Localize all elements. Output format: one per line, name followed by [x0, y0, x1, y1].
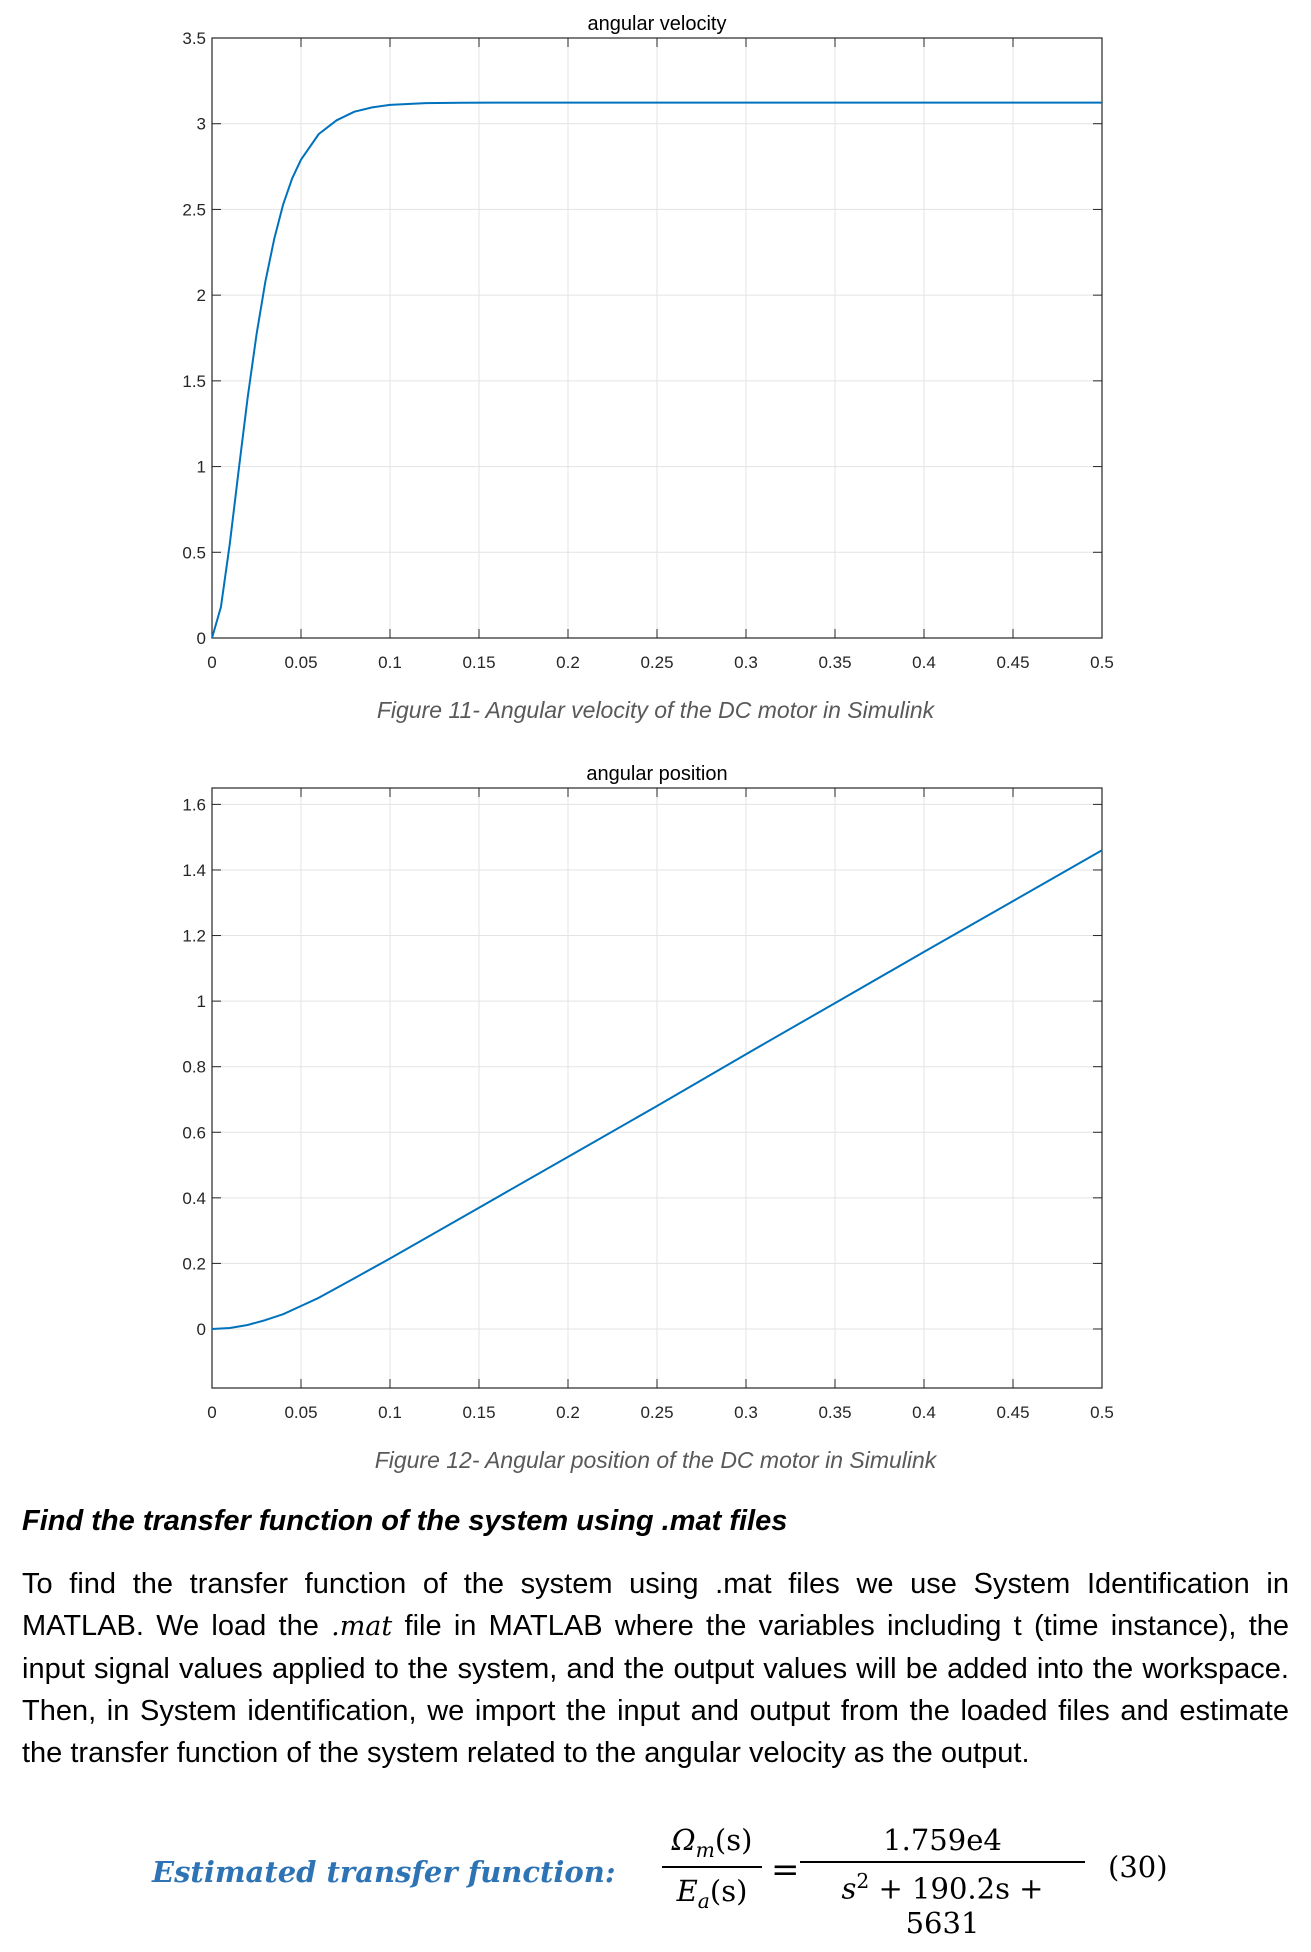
figure-11-caption: Figure 11- Angular velocity of the DC motor in Simulink	[376, 697, 935, 723]
lhs-denominator	[662, 1866, 762, 1913]
e-argument: (s)	[709, 1873, 748, 1908]
y-tick-label: 0.2	[182, 1254, 206, 1274]
body-paragraph	[22, 1563, 1289, 1774]
x-tick-label: 0.3	[734, 1403, 758, 1422]
lhs-fraction	[662, 1823, 762, 1913]
y-tick-label: 0	[196, 1319, 206, 1339]
x-tick-label: 0.2	[556, 653, 580, 672]
paragraph-text-part-2: file in MATLAB where the variables including t (time instance), the input signal values applied to the system, and the output values will be added into the workspace. Then, in System identification, we import the input and output from the loaded files and estimate the transfer function of the system related to the angular velocity as the output.	[22, 1610, 1290, 1769]
y-tick-label: 2.5	[182, 200, 206, 220]
paragraph-text-part-1: To find the transfer function of the system using .mat files we use System Identification in MATLAB. We load the	[22, 1568, 1289, 1642]
x-tick-label: 0.45	[996, 653, 1030, 672]
x-tick-label: 0.05	[284, 1403, 318, 1422]
x-tick-label: 0.25	[640, 653, 674, 672]
chart-title: angular velocity	[587, 13, 727, 35]
x-tick-label: 0.1	[378, 653, 402, 672]
y-tick-label: 1.4	[182, 860, 206, 880]
x-tick-label: 0.2	[556, 1403, 580, 1422]
y-tick-label: 3.5	[182, 29, 206, 48]
x-tick-label: 0.35	[818, 653, 852, 672]
equation-number: (30)	[1108, 1850, 1168, 1884]
y-tick-label: 1	[196, 992, 206, 1012]
e-symbol: E	[676, 1873, 698, 1908]
omega-argument: (s)	[714, 1823, 753, 1857]
x-tick-label: 0.45	[996, 1403, 1030, 1422]
x-tick-label: 0.15	[462, 653, 496, 672]
figure-12-caption: Figure 12- Angular position of the DC motor in Simulink	[374, 1447, 937, 1473]
equation-label: Estimated transfer function:	[152, 1855, 616, 1889]
y-tick-label: 0.8	[182, 1057, 206, 1077]
x-tick-label: 0.5	[1090, 653, 1114, 672]
lhs-numerator	[662, 1823, 762, 1866]
y-tick-label: 1.5	[182, 371, 206, 391]
angular-velocity-chart-svg	[0, 0, 1311, 690]
angular-position-chart-svg	[0, 750, 1311, 1440]
y-tick-label: 3	[196, 114, 206, 134]
x-tick-label: 0	[207, 653, 217, 672]
angular-position-chart	[0, 750, 1311, 1440]
x-tick-label: 0.05	[284, 653, 318, 672]
x-tick-label: 0.35	[818, 1403, 852, 1422]
y-tick-label: 1	[196, 457, 206, 477]
mat-file-extension: .mat	[331, 1611, 393, 1642]
rhs-fraction	[800, 1823, 1085, 1940]
y-tick-label: 0.5	[182, 543, 206, 563]
x-tick-label: 0.4	[912, 1403, 936, 1422]
equals-sign: =	[771, 1850, 800, 1890]
y-tick-label: 1.2	[182, 926, 206, 946]
omega-subscript: m	[695, 1837, 715, 1862]
y-tick-label: 1.6	[182, 795, 206, 815]
x-tick-label: 0.3	[734, 653, 758, 672]
angular-velocity-chart	[0, 0, 1311, 690]
y-tick-label: 0.6	[182, 1123, 206, 1143]
omega-symbol: Ω	[671, 1823, 696, 1857]
x-tick-label: 0.15	[462, 1403, 496, 1422]
rhs-numerator: 1.759e4	[883, 1823, 1002, 1857]
e-subscript: a	[697, 1888, 710, 1913]
s-variable: s	[841, 1871, 857, 1906]
x-tick-label: 0.4	[912, 653, 936, 672]
x-tick-label: 0	[207, 1403, 217, 1422]
y-tick-label: 0.4	[182, 1188, 206, 1208]
y-tick-label: 0	[196, 629, 206, 648]
x-tick-label: 0.25	[640, 1403, 674, 1422]
s-exponent: 2	[856, 1869, 870, 1893]
x-tick-label: 0.1	[378, 1403, 402, 1422]
y-tick-label: 2	[196, 286, 206, 306]
chart-title: angular position	[586, 763, 728, 785]
section-heading: Find the transfer function of the system using .mat files	[22, 1505, 788, 1537]
x-tick-label: 0.5	[1090, 1403, 1114, 1422]
denominator-terms: + 190.2s + 5631	[869, 1871, 1044, 1940]
rhs-denominator	[800, 1861, 1085, 1940]
